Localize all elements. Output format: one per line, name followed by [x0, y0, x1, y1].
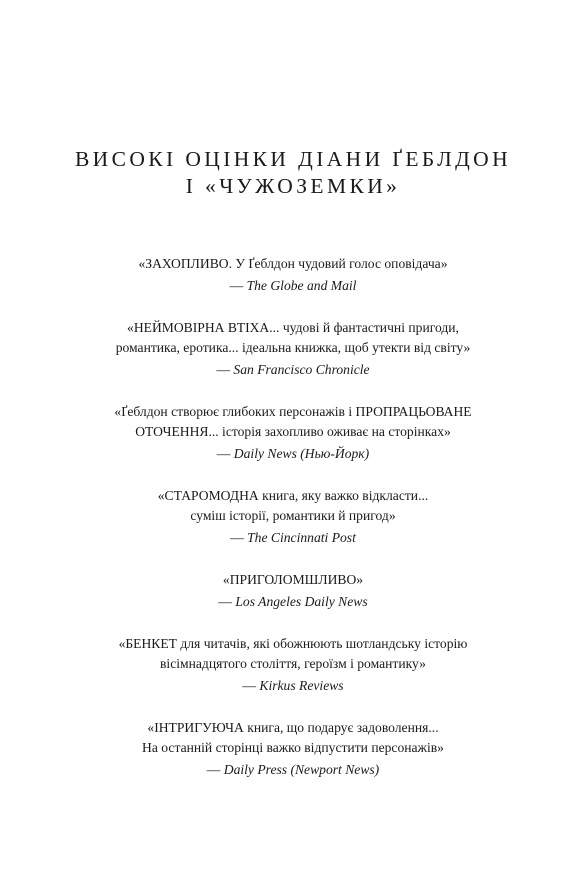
reviews-list	[0, 254, 586, 802]
source-name: Kirkus Reviews	[259, 678, 344, 693]
review-item	[0, 254, 586, 296]
review-item	[0, 402, 586, 464]
review-source	[0, 276, 586, 296]
review-quote-line: «БЕНКЕТ для читачів, які обожнюють шотландську історію	[118, 636, 468, 651]
review-quote-line: романтика, еротика... ідеальна книжка, щоб утекти від світу»	[115, 340, 471, 355]
review-item	[0, 486, 586, 548]
review-quote-line: «Ґеблдон створює глибоких персонажів і ПРОПРАЦЬОВАНЕ	[114, 404, 472, 419]
review-quote-line: На останній сторінці важко відпустити персонажів»	[142, 740, 444, 755]
review-quote-line: «НЕЙМОВІРНА ВТІХА... чудові й фантастичні пригоди,	[127, 320, 459, 335]
review-source	[0, 676, 586, 696]
source-dash: —	[206, 762, 221, 777]
review-item	[0, 634, 586, 696]
source-name: Los Angeles Daily News	[235, 594, 368, 609]
source-name: Daily News (Нью-Йорк)	[233, 446, 370, 461]
review-source	[0, 360, 586, 380]
review-item	[0, 718, 586, 780]
source-name: The Cincinnati Post	[247, 530, 356, 545]
source-name: Daily Press (Newport News)	[223, 762, 380, 777]
source-dash: —	[218, 594, 232, 609]
source-dash: —	[242, 678, 256, 693]
page-heading	[0, 146, 586, 200]
review-quote-line: «ЗАХОПЛИВО. У Ґеблдон чудовий голос оповідача»	[138, 256, 448, 271]
review-source	[0, 592, 586, 612]
review-item	[0, 318, 586, 380]
review-quote-line: «ІНТРИГУЮЧА книга, що подарує задоволення...	[147, 720, 439, 735]
review-quote-line: «ПРИГОЛОМШЛИВО»	[222, 572, 364, 587]
source-name: The Globe and Mail	[246, 278, 357, 293]
source-name: San Francisco Chronicle	[233, 362, 370, 377]
review-quote-line: суміш історії, романтики й пригод»	[190, 508, 396, 523]
review-item	[0, 570, 586, 612]
review-source	[0, 444, 586, 464]
source-dash: —	[216, 362, 230, 377]
review-source	[0, 760, 586, 780]
source-dash: —	[216, 446, 231, 461]
source-dash: —	[229, 278, 244, 293]
review-quote-line: «СТАРОМОДНА книга, яку важко відкласти...	[157, 488, 429, 503]
review-quote-line: ОТОЧЕННЯ... історія захопливо оживає на сторінках»	[135, 424, 451, 439]
source-dash: —	[230, 530, 244, 545]
review-source	[0, 528, 586, 548]
heading-line-1: ВИСОКІ ОЦІНКИ ДІАНИ ҐЕБЛДОН	[74, 147, 512, 171]
heading-line-2: І «ЧУЖОЗЕМКИ»	[185, 174, 401, 198]
review-quote-line: вісімнадцятого століття, героїзм і романтику»	[160, 656, 426, 671]
